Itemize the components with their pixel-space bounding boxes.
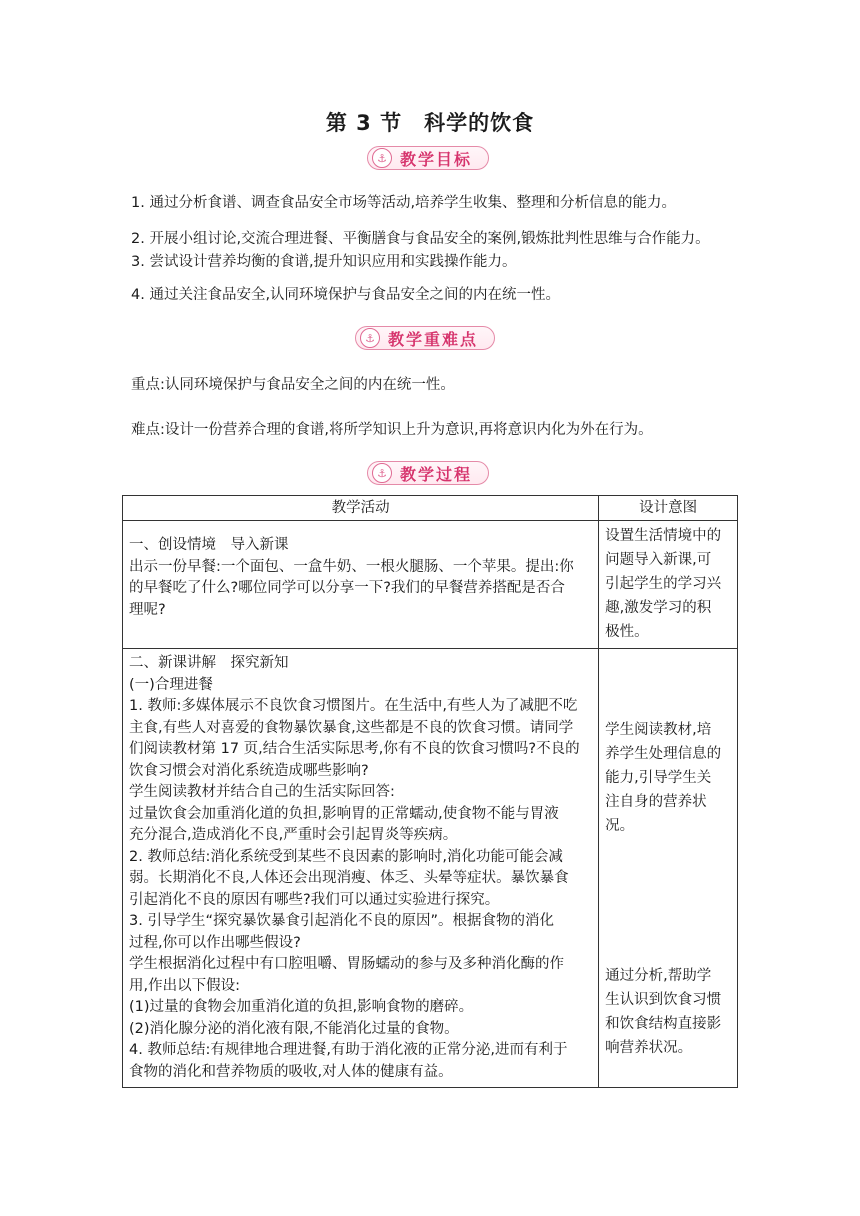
text-line: 二、新课讲解 探究新知 — [129, 655, 289, 671]
text-line: 响营养状况。 — [605, 1040, 693, 1056]
text-line: (一)合理进餐 — [129, 676, 213, 693]
text-line: 学生根据消化过程中有口腔咀嚼、胃肠蠕动的参与及多种消化酶的作 — [129, 956, 564, 972]
table-row — [123, 521, 738, 649]
objective-3: 3. 尝试设计营养均衡的食谱,提升知识应用和实践操作能力。 — [131, 254, 517, 270]
text-line: 弱。长期消化不良,人体还会出现消瘦、体乏、头晕等症状。暴饮暴食 — [129, 870, 569, 886]
text-line: 1. 教师:多媒体展示不良饮食习惯图片。在生活中,有些人为了减肥不吃 — [129, 698, 578, 714]
text-line: (1)过量的食物会加重消化道的负担,影响食物的磨碎。 — [129, 999, 474, 1015]
text-line: 能力,引导学生关 — [605, 770, 712, 786]
text-line: 趣,激发学习的积 — [605, 600, 712, 616]
table-header-row — [123, 496, 738, 521]
text-line: 过量饮食会加重消化道的负担,影响胃的正常蠕动,使食物不能与胃液 — [129, 805, 559, 822]
book-icon: ⚓ — [372, 148, 392, 168]
text-line: 学生阅读教材并结合自己的生活实际回答: — [129, 784, 395, 800]
text-line: 学生阅读教材,培 — [605, 722, 712, 738]
text-line: 引起学生的学习兴 — [605, 576, 722, 592]
text-line: 注自身的营养状 — [605, 794, 707, 810]
objective-2: 2. 开展小组讨论,交流合理进餐、平衡膳食与食品安全的案例,锻炼批判性思维与合作能力。 — [131, 231, 710, 247]
text-line: 极性。 — [605, 624, 649, 640]
key-point-focus: 重点:认同环境保护与食品安全之间的内在统一性。 — [131, 377, 455, 393]
text-line: 3. 引导学生“探究暴饮暴食引起消化不良的原因”。根据食物的消化 — [129, 913, 554, 929]
text-line: 生认识到饮食习惯 — [605, 992, 722, 1008]
book-icon: ⚓ — [360, 328, 380, 348]
objective-1: 1. 通过分析食谱、调查食品安全市场等活动,培养学生收集、整理和分析信息的能力。 — [131, 195, 677, 211]
objective-4: 4. 通过关注食品安全,认同环境保护与食品安全之间的内在统一性。 — [131, 287, 561, 303]
intent-cell — [599, 521, 738, 649]
table-row — [123, 649, 738, 1088]
text-line: 况。 — [605, 818, 635, 834]
header-intent: 设计意图 — [599, 496, 738, 521]
text-line: 过程,你可以作出哪些假设? — [129, 934, 301, 951]
book-icon: ⚓ — [372, 463, 392, 483]
page-title: 第 3 节 科学的饮食 — [325, 111, 535, 135]
text-line: 设置生活情境中的 — [605, 528, 722, 544]
text-line: 通过分析,帮助学 — [605, 968, 712, 984]
text-line: 主食,有些人对喜爱的食物暴饮暴食,这些都是不良的饮食习惯。请同学 — [129, 719, 574, 736]
section-label: 教学重难点 — [388, 329, 479, 349]
text-line: 4. 教师总结:有规律地合理进餐,有助于消化液的正常分泌,进而有利于 — [129, 1042, 568, 1058]
text-line: 一、创设情境 导入新课 — [129, 537, 289, 553]
text-line: 引起消化不良的原因有哪些?我们可以通过实验进行探究。 — [129, 891, 500, 908]
intent-cell — [599, 649, 738, 1088]
text-line: 出示一份早餐:一个面包、一盒牛奶、一根火腿肠、一个苹果。提出:你 — [129, 558, 574, 575]
text-line: 问题导入新课,可 — [605, 552, 712, 568]
section-badge-process — [367, 461, 489, 485]
text-line: 用,作出以下假设: — [129, 977, 240, 994]
text-line: 理呢? — [129, 601, 166, 618]
intent-group — [605, 718, 731, 838]
section-badge-key-points — [355, 326, 495, 350]
section-label: 教学过程 — [400, 464, 473, 484]
section-label: 教学目标 — [400, 149, 473, 169]
intent-group — [605, 964, 731, 1060]
text-line: 充分混合,造成消化不良,严重时会引起胃炎等疾病。 — [129, 827, 458, 843]
text-line: 饮食习惯会对消化系统造成哪些影响? — [129, 762, 369, 779]
section-badge-objectives — [367, 146, 489, 170]
text-line: 们阅读教材第 17 页,结合生活实际思考,你有不良的饮食习惯吗?不良的 — [129, 741, 580, 757]
text-line: 的早餐吃了什么?哪位同学可以分享一下?我们的早餐营养搭配是否合 — [129, 580, 565, 596]
text-line: 2. 教师总结:消化系统受到某些不良因素的影响时,消化功能可能会减 — [129, 848, 563, 865]
activity-cell — [123, 521, 599, 649]
teaching-process-table — [122, 495, 738, 1088]
activity-cell — [123, 649, 599, 1088]
header-activity: 教学活动 — [123, 496, 599, 521]
text-line: 和饮食结构直接影 — [605, 1016, 722, 1032]
key-point-difficulty: 难点:设计一份营养合理的食谱,将所学知识上升为意识,再将意识内化为外在行为。 — [131, 422, 653, 438]
text-line: 食物的消化和营养物质的吸收,对人体的健康有益。 — [129, 1063, 453, 1080]
text-line: (2)消化腺分泌的消化液有限,不能消化过量的食物。 — [129, 1020, 459, 1037]
text-line: 养学生处理信息的 — [605, 746, 722, 762]
